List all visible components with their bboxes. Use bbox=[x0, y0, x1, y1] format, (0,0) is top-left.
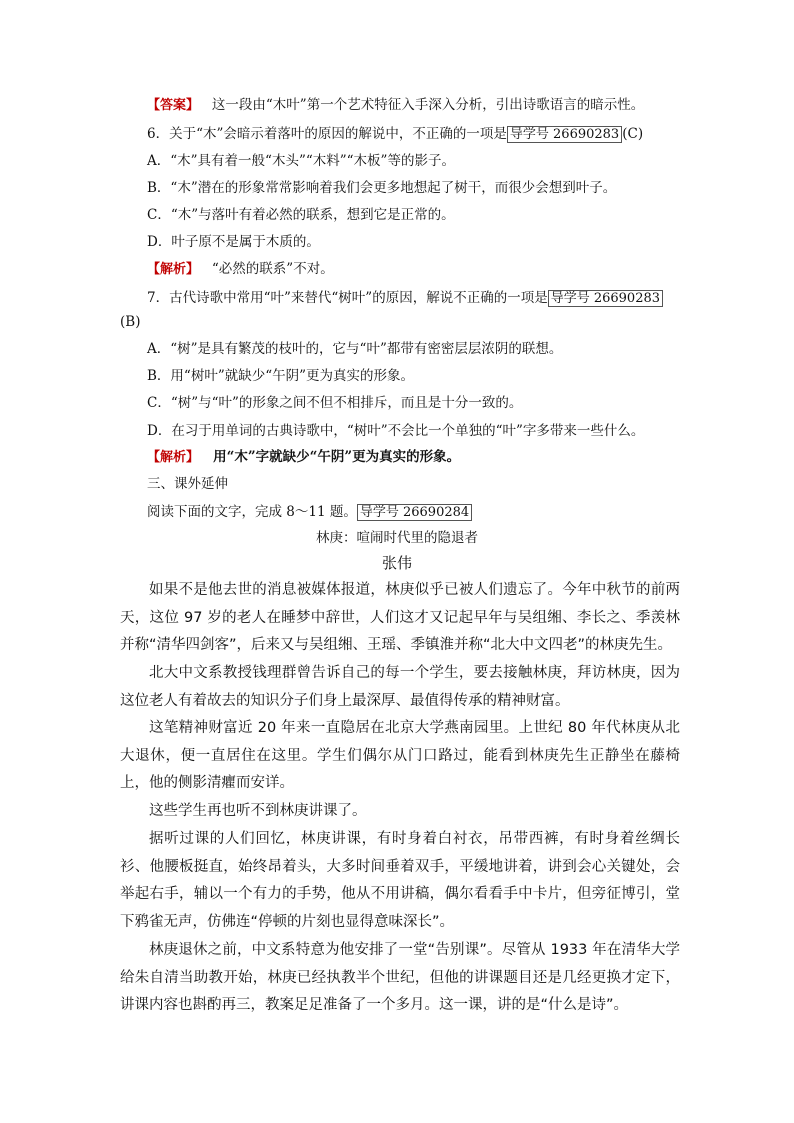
section-heading: 三、课外延伸 bbox=[147, 476, 228, 492]
article-paragraph-2: 北大中文系教授钱理群曾告诉自己的每一个学生，要去接触林庚，拜访林庚，因为这位老人有着故去的知识分子们身上最深厚、最值得传承的精神财富。 bbox=[120, 665, 680, 709]
answer-text: 这一段由“木叶”第一个艺术特征入手深入分析，引出诗歌语言的暗示性。 bbox=[211, 97, 645, 113]
section-ref-box: 导学号 26690284 bbox=[357, 504, 472, 521]
q7-option-b: B．用“树叶”就缺少“午阴”更为真实的形象。 bbox=[147, 368, 415, 384]
article-paragraph-6: 林庚退休之前，中文系特意为他安排了一堂“告别课”。尽管从 1933 年在清华大学给朱自清当助教开始，林庚已经执教半个世纪，但他的讲课题目还是几经更换才定下，讲课内容也斟酌再三，教案足足准备了一个多月。这一课，讲的是“什么是诗”。 bbox=[120, 942, 680, 1014]
q7-analysis-text: 用“木”字就缺少“午阴”更为真实的形象。 bbox=[213, 449, 461, 465]
q7-option-d: D．在习于用单词的古典诗歌中，“树叶”不会比一个单独的“叶”字多带来一些什么。 bbox=[147, 423, 645, 439]
q6-analysis bbox=[147, 259, 334, 280]
q6-analysis-text: “必然的联系”不对。 bbox=[211, 261, 334, 277]
q7-analysis bbox=[147, 447, 460, 468]
q7-stem bbox=[147, 288, 663, 309]
article-title: 林庚：喧闹时代里的隐退者 bbox=[316, 530, 478, 546]
article-paragraph-1: 如果不是他去世的消息被媒体报道，林庚似乎已被人们遗忘了。今年中秋节的前两天，这位 97 岁的老人在睡梦中辞世，人们这才又记起早年与吴组缃、李长之、季羡林并称“清华四剑客”，后来又与吴组缃、王瑶、季镇淮并称“北大中文四老”的林庚先生。 bbox=[120, 582, 680, 654]
answer-line bbox=[147, 95, 644, 116]
answer-tag: 【答案】 bbox=[147, 98, 200, 113]
q6-option-c: C．“木”与落叶有着必然的联系，想到它是正常的。 bbox=[147, 207, 455, 223]
q6-stem bbox=[147, 124, 643, 145]
section-instruction bbox=[147, 502, 472, 523]
q7-ref-box: 导学号 26690283 bbox=[548, 290, 663, 307]
q6-ref-box: 导学号 26690283 bbox=[507, 126, 622, 143]
q7-stem-text: 7．古代诗歌中常用“叶”来替代“树叶”的原因，解说不正确的一项是 bbox=[147, 290, 548, 306]
q6-stem-text: 6．关于“木”会暗示着落叶的原因的解说中，不正确的一项是 bbox=[147, 126, 507, 142]
q6-option-d: D．叶子原不是属于木质的。 bbox=[147, 234, 320, 250]
q7-analysis-tag: 【解析】 bbox=[147, 450, 200, 465]
q7-answer: (B) bbox=[120, 314, 141, 330]
article-author: 张伟 bbox=[381, 554, 412, 572]
q7-option-a: A．“树”是具有繁茂的枝叶的，它与“叶”都带有密密层层浓阴的联想。 bbox=[147, 341, 563, 357]
q6-answer: (C) bbox=[622, 126, 644, 142]
article-paragraph-3: 这笔精神财富近 20 年来一直隐居在北京大学燕南园里。上世纪 80 年代林庚从北大退休，便一直居住在这里。学生们偶尔从门口路过，能看到林庚先生正静坐在藤椅上，他的侧影清癯而安详。 bbox=[120, 720, 680, 792]
section-instruction-text: 阅读下面的文字，完成 8～11 题。 bbox=[147, 504, 357, 520]
q6-option-b: B．“木”潜在的形象常常影响着我们会更多地想起了树干，而很少会想到叶子。 bbox=[147, 180, 617, 196]
q6-analysis-tag: 【解析】 bbox=[147, 262, 200, 277]
q6-option-a: A．“木”具有着一般“木头”“木料”“木板”等的影子。 bbox=[147, 153, 455, 169]
q7-option-c: C．“树”与“叶”的形象之间不但不相排斥，而且是十分一致的。 bbox=[147, 395, 523, 411]
article-paragraph-4: 这些学生再也听不到林庚讲课了。 bbox=[149, 803, 367, 819]
article-paragraph-5: 据听过课的人们回忆，林庚讲课，有时身着白衬衣，吊带西裤，有时身着丝绸长衫、他腰板挺直，始终昂着头，大多时间垂着双手，平缓地讲着，讲到会心关键处，会举起右手，辅以一个有力的手势，他从不用讲稿，偶尔看看手中卡片，但旁征博引，堂下鸦雀无声，仿佛连“停顿的片刻也显得意味深长”。 bbox=[120, 831, 680, 930]
